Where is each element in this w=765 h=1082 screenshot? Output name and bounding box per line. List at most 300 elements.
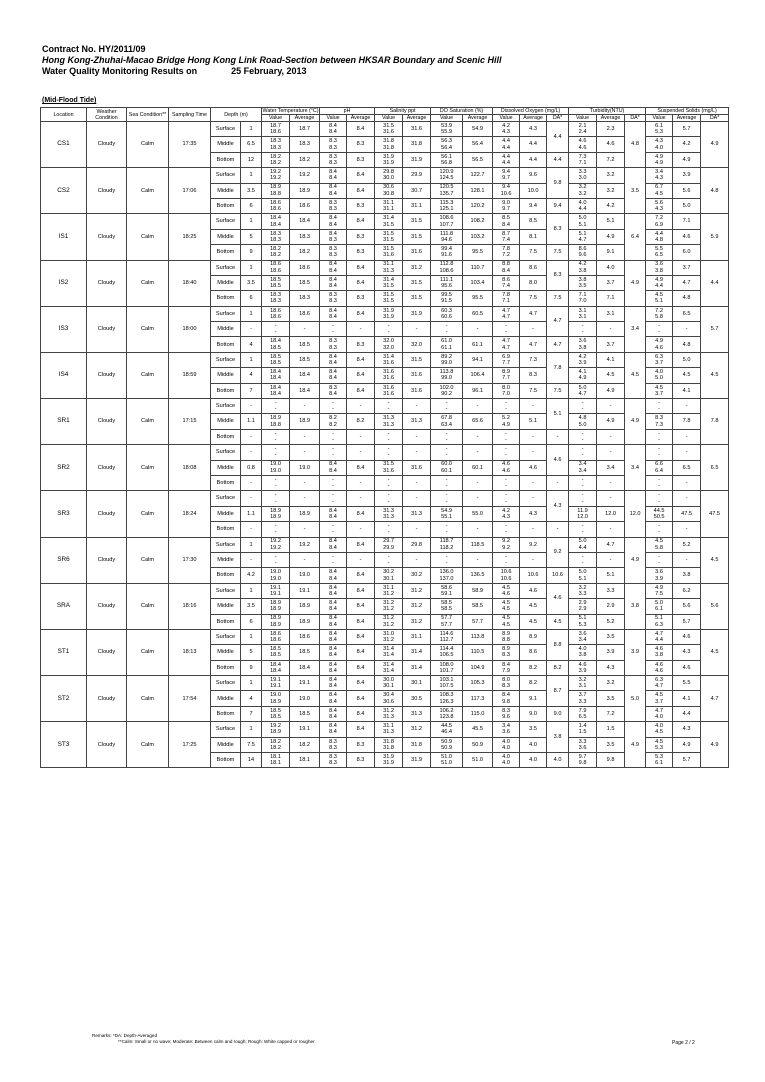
temp-values-reading: 18.1 [270,753,281,760]
turbidity-values-reading: - [581,492,584,499]
ss-values-reading: 6.3 [655,676,663,683]
depth-level: Bottom [211,198,241,213]
depth-level: Middle [211,552,241,567]
tide-label: (Mid-Flood Tide) [42,97,97,104]
do-sat-values-reading: 57.7 [441,615,452,622]
do-values-reading: 4.9 [502,421,510,428]
ss-values-reading: - [658,399,660,406]
ss-average: 6.0 [673,245,701,260]
weather-condition: Cloudy [87,260,127,306]
turbidity-values-reading: 3.0 [578,175,587,182]
temp-values-reading: - [274,329,277,336]
salinity-values-reading: 31.4 [383,667,394,674]
table-row [41,583,729,598]
salinity-average: 31.3 [403,414,431,429]
ph-values-reading: 8.4 [329,575,337,582]
turbidity-values-reading: 4.0 [578,646,587,653]
salinity-values-reading: 31.6 [383,360,394,367]
weather-condition: Cloudy [87,676,127,722]
salinity-average: 31.9 [403,753,431,768]
ph-values-reading: 8.4 [329,615,337,622]
depth-level: Middle [211,599,241,614]
ph-values [320,552,347,567]
salinity-values [375,291,403,306]
temp-average: 18.6 [290,306,320,321]
depth-level: Middle [211,137,241,152]
temp-values-reading: - [274,476,277,483]
ss-values-reading: 3.6 [655,261,663,268]
ss-values-reading: 5.3 [655,753,663,760]
do-values-reading: 9.4 [502,184,510,191]
turbidity-values-reading: 5.0 [578,569,587,576]
ss-average: 5.5 [673,676,701,691]
ss-values-reading: 8.3 [655,415,663,422]
temp-values-reading: 18.5 [270,707,281,714]
salinity-values [375,599,403,614]
ph-values-reading: 8.4 [329,283,337,290]
do-sat-values-reading: 124.5 [439,175,454,182]
ss-values [646,522,673,537]
temp-values [262,722,290,737]
ph-values-reading: 8.4 [329,606,337,613]
salinity-average: 31.5 [403,275,431,290]
depth-value: 14 [241,753,262,768]
salinity-values-reading: 31.4 [383,353,394,360]
do-sat-values-reading: 123.8 [439,714,454,721]
temp-values-reading: 18.9 [270,415,281,422]
temp-values-reading: - [274,446,277,453]
salinity-average: 31.5 [403,352,431,367]
sampling-time: 17:15 [169,399,211,445]
ph-values [320,152,347,167]
ss-values-reading: 5.3 [655,129,663,136]
salinity-values-reading: 31.2 [383,637,394,644]
turbidity-values-reading: - [581,476,584,483]
salinity-values-reading: 30.6 [383,184,394,191]
do-values-reading: 4.3 [502,129,510,136]
ph-values-reading: 8.4 [329,630,337,637]
do-values-reading: 8.4 [502,267,510,274]
ph-values [320,537,347,552]
ph-values [320,475,347,490]
ss-values-reading: 4.7 [655,707,663,714]
do-sat-values-reading: 44.5 [441,723,452,730]
do-average: 4.4 [520,152,547,167]
temp-values-reading: - [274,560,277,567]
do-values-reading: 7.8 [502,246,510,253]
depth-value: 4 [241,368,262,383]
turbidity-average: 4.6 [597,137,625,152]
temp-values-reading: 18.6 [270,267,281,274]
do-depth-averaged: 4.6 [547,583,569,614]
sampling-time: 17:30 [169,537,211,583]
do-sat-average: - [463,445,493,460]
do-values [493,599,520,614]
temp-values [262,691,290,706]
temp-average: 18.4 [290,368,320,383]
ph-values [320,445,347,460]
salinity-values [375,660,403,675]
turbidity-average: 2.9 [597,599,625,614]
do-sat-values [431,445,463,460]
turbidity-average: 9.1 [597,245,625,260]
turbidity-values-reading: 3.4 [578,637,587,644]
do-values [493,645,520,660]
do-sat-average: 118.5 [463,537,493,552]
do-sat-values-reading: 112.8 [439,261,454,268]
do-values-reading: 4.4 [502,153,510,160]
turbidity-values [569,722,597,737]
ss-average: 6.5 [673,306,701,321]
do-average: 4.5 [520,599,547,614]
do-depth-averaged: 4.6 [547,445,569,476]
ss-average: 5.2 [673,537,701,552]
do-sat-values [431,629,463,644]
ss-values [646,537,673,552]
temp-average: 18.4 [290,214,320,229]
turbidity-values [569,522,597,537]
temp-values [262,368,290,383]
turbidity-average: 4.2 [597,198,625,213]
salinity-values [375,522,403,537]
do-depth-averaged: 8.3 [547,214,569,245]
turbidity-values-reading: 4.7 [578,390,587,397]
ss-values-reading: 4.5 [655,729,663,736]
do-average: 8.5 [520,214,547,229]
do-values-reading: 4.7 [502,344,510,351]
col-weather: Weather Condition [87,108,127,122]
table-row [41,352,729,367]
salinity-values-reading: 30.1 [383,683,394,690]
depth-level: Bottom [211,475,241,490]
ss-values-reading: 5.3 [655,744,663,751]
temp-values [262,629,290,644]
do-values-reading: 4.2 [502,122,510,129]
depth-level: Middle [211,645,241,660]
turbidity-average: 7.1 [597,291,625,306]
turbidity-values [569,506,597,521]
ph-average: 8.3 [347,753,375,768]
turbidity-values-reading: - [581,452,584,459]
salinity-values [375,352,403,367]
salinity-values-reading: - [387,553,390,560]
ss-values-reading: 5.8 [655,544,663,551]
ss-values-reading: 6.4 [655,467,663,474]
weather-condition: Cloudy [87,352,127,398]
do-values-reading: - [505,430,507,437]
depth-value: 1 [241,722,262,737]
results-title [42,66,742,77]
turbidity-values [569,291,597,306]
ph-average: 8.4 [347,660,375,675]
temp-values [262,506,290,521]
ss-values-reading: 4.6 [655,646,663,653]
do-average: 9.0 [520,706,547,721]
salinity-values-reading: 31.4 [383,215,394,222]
ss-values [646,629,673,644]
temp-values-reading: 19.2 [270,169,281,176]
temp-values-reading: - [274,406,277,413]
temp-values [262,706,290,721]
ss-values-reading: 6.9 [655,221,663,228]
ss-average: 7.8 [673,414,701,429]
ph-values-reading: 8.4 [329,513,337,520]
do-values [493,475,520,490]
salinity-values-reading: 31.6 [383,129,394,136]
temp-average: 18.6 [290,198,320,213]
salinity-values-reading: 31.9 [383,153,394,160]
temp-values [262,552,290,567]
ss-values [646,660,673,675]
temp-values [262,568,290,583]
salinity-average: - [403,522,431,537]
do-values-reading: 4.7 [502,338,510,345]
ph-values-reading: 8.4 [329,652,337,659]
salinity-values-reading: 31.5 [383,246,394,253]
ph-values [320,260,347,275]
salinity-values [375,399,403,414]
turbidity-depth-averaged: 4.9 [625,260,646,306]
salinity-average: 30.7 [403,183,431,198]
ph-values-reading: 8.4 [329,369,337,376]
do-sat-values-reading: 118.2 [439,544,454,551]
do-sat-values [431,552,463,567]
depth-value: - [241,322,262,337]
do-bottom: 4.7 [547,337,569,352]
turbidity-depth-averaged: 4.9 [625,537,646,583]
temp-values [262,306,290,321]
ph-values [320,137,347,152]
temp-values-reading: 19.1 [270,584,281,591]
ph-values-reading: 8.4 [329,230,337,237]
do-sat-average: 103.4 [463,275,493,290]
do-sat-values-reading: 89.2 [441,353,452,360]
ph-average: 8.3 [347,152,375,167]
depth-level: Middle [211,275,241,290]
salinity-average: 30.2 [403,568,431,583]
do-sat-values-reading: 103.1 [439,676,454,683]
depth-value: 1 [241,306,262,321]
turbidity-values-reading: 4.0 [578,199,587,206]
sampling-time: 18:00 [169,306,211,352]
depth-value: 1 [241,260,262,275]
ss-average: 6.5 [673,460,701,475]
turbidity-depth-averaged: 3.8 [625,583,646,629]
ph-average: 8.4 [347,691,375,706]
sampling-time: 18:24 [169,491,211,537]
temp-average: - [290,475,320,490]
ph-values-reading: 8.4 [329,360,337,367]
do-sat-values-reading: 112.7 [439,637,454,644]
ss-values-reading: 4.7 [655,630,663,637]
depth-level: Surface [211,445,241,460]
turbidity-average: 7.2 [597,706,625,721]
ss-average: 6.2 [673,583,701,598]
ph-values-reading: 8.4 [329,676,337,683]
do-values [493,183,520,198]
ph-values-reading: 8.3 [329,206,337,213]
temp-values-reading: 18.5 [270,360,281,367]
salinity-values-reading: - [387,483,390,490]
ss-values [646,275,673,290]
do-sat-values-reading: 55.9 [441,129,452,136]
ss-values-reading: 5.0 [655,600,663,606]
sub-average: Average [463,115,493,122]
temp-values-reading: 18.4 [270,221,281,228]
salinity-average: 31.3 [403,706,431,721]
do-values [493,152,520,167]
turbidity-values-reading: - [581,329,584,336]
do-values-reading: - [505,483,507,490]
salinity-values [375,645,403,660]
salinity-values-reading: 30.0 [383,175,394,182]
ph-values-reading: - [332,452,334,459]
station-location: SR2 [41,445,87,491]
salinity-average: 31.8 [403,737,431,752]
depth-level: Middle [211,506,241,521]
sub-average: Average [290,115,320,122]
do-sat-average: 61.1 [463,337,493,352]
do-values [493,552,520,567]
salinity-values-reading: - [387,406,390,413]
ss-values [646,737,673,752]
salinity-values-reading: - [387,329,390,336]
salinity-values-reading: 31.4 [383,646,394,653]
temp-values-reading: 19.1 [270,590,281,597]
temp-values-reading: - [274,492,277,499]
do-sat-values [431,537,463,552]
do-average: 4.5 [520,614,547,629]
depth-level: Surface [211,583,241,598]
do-average: - [520,475,547,490]
do-average: 8.2 [520,676,547,691]
depth-value: 4 [241,691,262,706]
ph-values [320,599,347,614]
do-bottom: 9.0 [547,706,569,721]
salinity-average: - [403,322,431,337]
ph-values-reading: 8.3 [329,236,337,243]
salinity-average: 30.1 [403,676,431,691]
ph-values-reading: 8.4 [329,692,337,699]
sub-average: Average [520,115,547,122]
ph-values-reading: - [332,492,334,499]
turbidity-values-reading: 5.0 [578,538,587,545]
turbidity-values [569,137,597,152]
do-sat-values-reading: - [445,399,448,406]
ss-values-reading: 4.0 [655,723,663,730]
do-average: 8.6 [520,645,547,660]
temp-average: 18.2 [290,737,320,752]
ss-depth-averaged: 4.5 [701,537,729,583]
do-average: - [520,429,547,444]
salinity-values-reading: 31.3 [383,513,394,520]
salinity-values [375,445,403,460]
do-sat-average: 120.2 [463,198,493,213]
ss-values-reading: - [658,430,660,437]
do-sat-average: 110.5 [463,645,493,660]
do-values [493,275,520,290]
temp-values-reading: 18.2 [270,246,281,253]
do-values [493,568,520,583]
temp-values [262,352,290,367]
salinity-values-reading: 31.9 [383,760,394,767]
ss-depth-averaged: 4.5 [701,352,729,398]
ss-values [646,676,673,691]
turbidity-values-reading: 3.6 [578,630,587,637]
do-average: 7.5 [520,383,547,398]
do-average: 8.3 [520,368,547,383]
do-values-reading: 7.0 [502,390,510,397]
ss-depth-averaged: 6.5 [701,445,729,491]
depth-value: - [241,445,262,460]
ph-values-reading: 8.4 [329,276,337,283]
do-sat-values-reading: - [445,406,448,413]
ph-values [320,753,347,768]
temp-values-reading: 19.2 [270,538,281,545]
ph-values-reading: 8.4 [329,375,337,382]
do-values-reading: 4.7 [502,313,510,320]
do-sat-values-reading: 56.4 [441,144,452,151]
do-sat-average: 56.4 [463,137,493,152]
turbidity-values-reading: 3.9 [578,667,587,674]
do-values-reading: 9.0 [502,199,510,206]
do-sat-average: - [463,491,493,506]
do-values [493,660,520,675]
salinity-values [375,568,403,583]
turbidity-values-reading: - [581,446,584,453]
temp-average: 19.0 [290,691,320,706]
turbidity-values-reading: 3.1 [578,307,587,314]
depth-level: Middle [211,460,241,475]
salinity-values [375,122,403,137]
do-values [493,460,520,475]
do-values [493,491,520,506]
ph-values-reading: 8.4 [329,169,337,176]
depth-value: 1.1 [241,414,262,429]
ss-values-reading: 3.7 [655,360,663,367]
do-sat-average: 104.9 [463,660,493,675]
col-ph: pH [320,108,375,115]
depth-level: Bottom [211,291,241,306]
ss-values-reading: 4.5 [655,692,663,699]
do-values-reading: 9.2 [502,538,510,545]
depth-value: 4.2 [241,568,262,583]
turbidity-values-reading: - [581,553,584,560]
do-values-reading: 8.8 [502,261,510,268]
ss-values-reading: - [658,437,660,443]
do-depth-averaged: 5.1 [547,399,569,430]
turbidity-values [569,691,597,706]
do-values-reading: - [505,452,507,459]
col-turbidity: Turbidity(NTU) [569,108,646,115]
temp-values-reading: 19.2 [270,544,281,551]
do-sat-values [431,275,463,290]
ph-values-reading: - [332,483,334,490]
do-sat-average: 117.3 [463,691,493,706]
document-header [42,44,742,77]
salinity-values [375,414,403,429]
remarks [92,1033,316,1045]
do-values-reading: - [505,498,507,505]
depth-level: Middle [211,229,241,244]
temp-values-reading: 19.1 [270,683,281,690]
temp-values [262,475,290,490]
do-sat-values-reading: - [445,329,448,336]
ss-average: 47.5 [673,506,701,521]
do-average: 7.5 [520,245,547,260]
do-sat-average: 51.0 [463,753,493,768]
do-sat-values [431,568,463,583]
